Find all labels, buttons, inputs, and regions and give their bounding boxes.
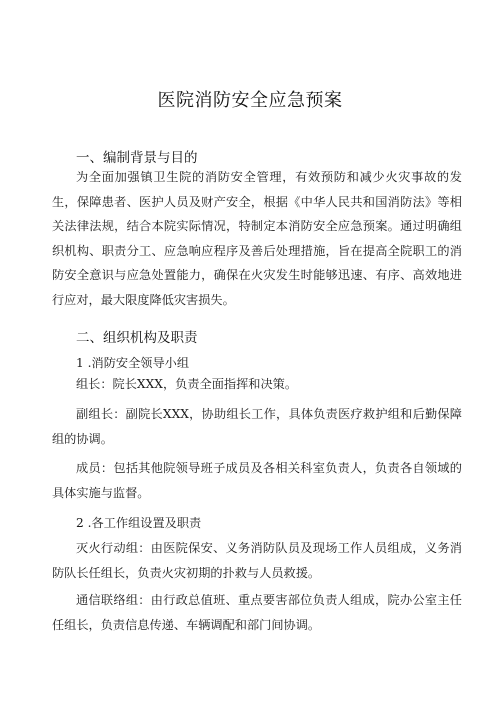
section-heading-background: 一、编制背景与目的 <box>76 150 198 166</box>
paragraph-firefighting-group: 灭火行动组：由医院保安、义务消防队员及现场工作人员组成，义务消防队长任组长，负责火灾初期的扑救与人员救援。 <box>52 541 462 580</box>
document-title: 医院消防安全应急预案 <box>157 90 343 111</box>
subsection-leadership-group: 1 .消防安全领导小组 <box>76 356 190 370</box>
paragraph-background: 为全面加强镇卫生院的消防安全管理，有效预防和减少火灾事故的发生，保障患者、医护人员及财产安全，根据《中华人民共和国消防法》等相关法律法规，结合本院实际情况，特制定本消防安全应急预案。通过明确组织机构、职责分工、应急响应程序及善后处理措施，旨在提高全院职工的消防安全意识与应急处置能力，确保在火灾发生时能够迅速、有序、高效地进行应对，最大限度降低灾害损失。 <box>52 170 462 307</box>
paragraph-leader: 组长：院长XXX，负责全面指挥和决策。 <box>76 377 298 391</box>
section-heading-organization: 二、组织机构及职责 <box>76 330 198 346</box>
paragraph-deputy-leader: 副组长：副院长XXX，协助组长工作，具体负责医疗救护组和后勤保障组的协调。 <box>52 407 462 446</box>
paragraph-members: 成员：包括其他院领导班子成员及各相关科室负责人，负责各自领域的具体实施与监督。 <box>52 461 462 500</box>
subsection-work-groups: 2 .各工作组设置及职责 <box>76 516 202 530</box>
paragraph-communication-group: 通信联络组：由行政总值班、重点要害部位负责人组成，院办公室主任任组长，负责信息传递、车辆调配和部门间协调。 <box>52 593 462 632</box>
